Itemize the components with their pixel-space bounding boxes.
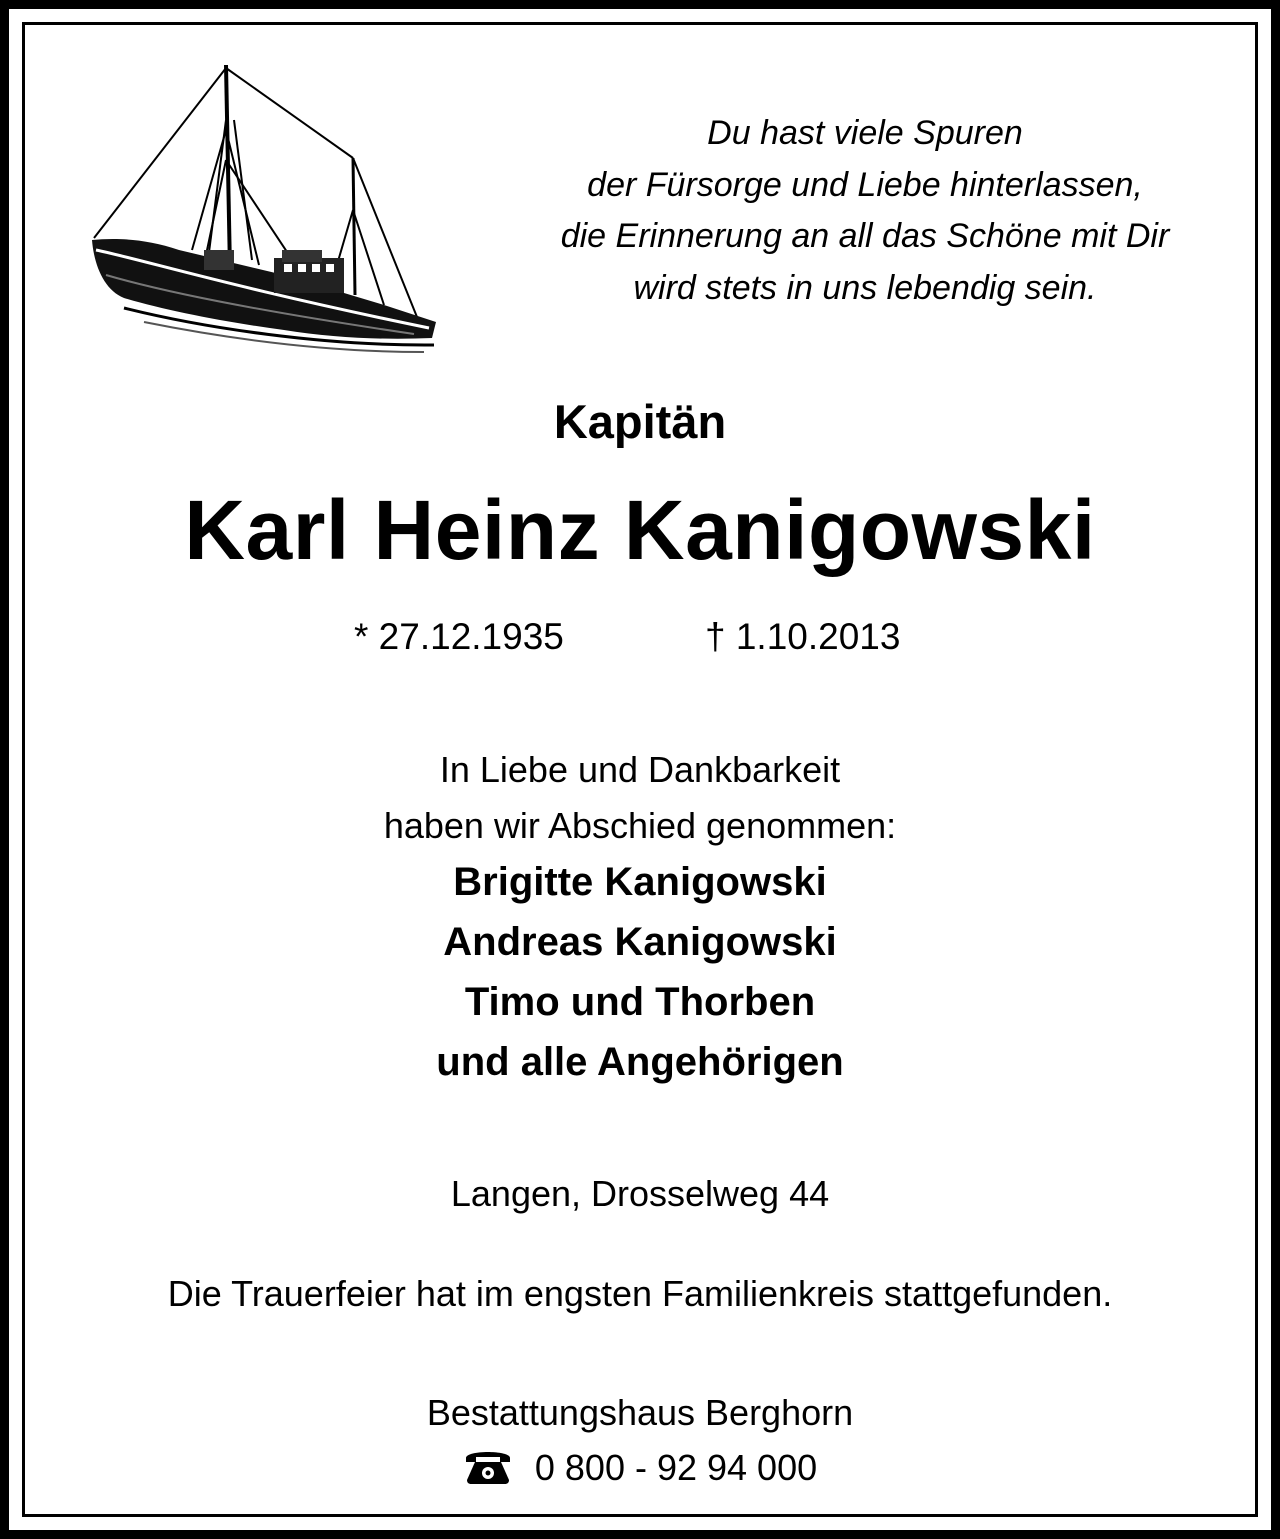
service-note: Die Trauerfeier hat im engsten Familienkreis stattgefunden. — [167, 1273, 1113, 1314]
farewell-text — [0, 742, 1280, 854]
telephone-icon — [463, 1446, 513, 1486]
family-member: Brigitte Kanigowski — [453, 860, 827, 904]
life-dates — [0, 610, 1280, 664]
family-member: Andreas Kanigowski — [443, 920, 837, 964]
family-member: Timo und Thorben — [464, 980, 816, 1024]
funeral-home-phone-row — [0, 1440, 1280, 1496]
funeral-home-name: Bestattungshaus Berghorn — [426, 1392, 854, 1433]
poem-line: Du hast viele Spuren — [707, 114, 1023, 152]
farewell-line: haben wir Abschied genommen: — [383, 805, 897, 846]
phone-number: 0 800 - 92 94 000 — [534, 1447, 818, 1488]
poem-line: der Fürsorge und Liebe hinterlassen, — [587, 165, 1143, 204]
deceased-name: Karl Heinz Kanigowski — [184, 483, 1096, 577]
family-list — [0, 852, 1280, 1092]
death-date: † 1.10.2013 — [705, 616, 901, 657]
poem-line: die Erinnerung an all das Schöne mit Dir — [560, 217, 1170, 255]
deceased-title: Kapitän — [553, 395, 727, 448]
family-member: und alle Angehörigen — [436, 1040, 844, 1084]
poem — [470, 108, 1260, 314]
poem-line: wird stets in uns lebendig sein. — [633, 268, 1097, 307]
ship-icon — [84, 60, 440, 355]
birth-date: * 27.12.1935 — [354, 616, 564, 657]
farewell-line: In Liebe und Dankbarkeit — [439, 749, 841, 790]
address: Langen, Drosselweg 44 — [450, 1173, 830, 1214]
